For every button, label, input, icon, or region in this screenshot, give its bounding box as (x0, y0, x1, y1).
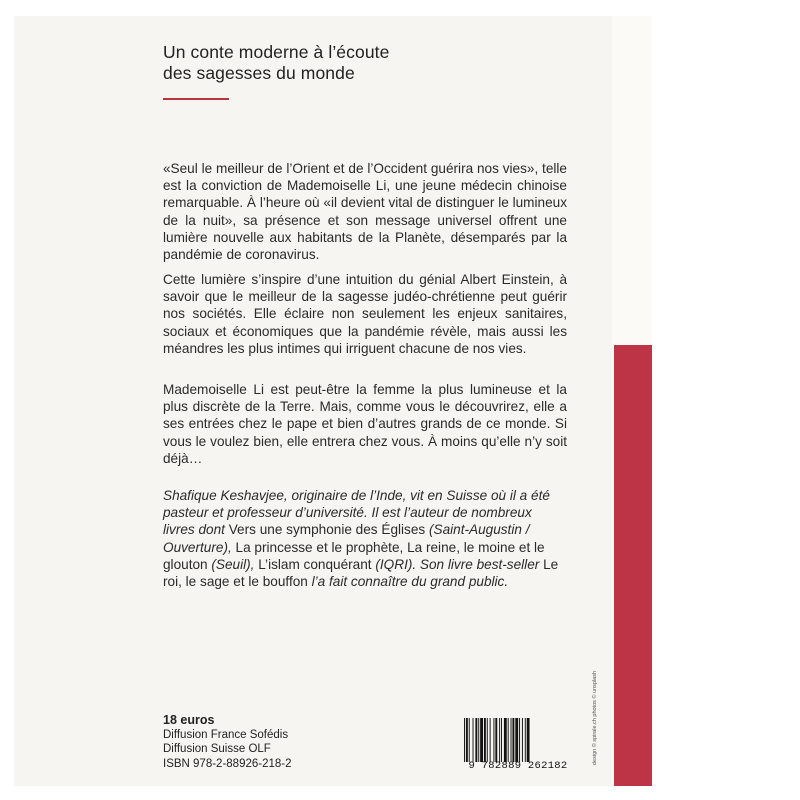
author-bio (163, 487, 567, 590)
accent-rule (163, 98, 229, 100)
tagline-line-2: des sagesses du monde (163, 63, 355, 83)
red-color-block (614, 345, 652, 786)
bio-text-3: (Seuil), (207, 556, 259, 572)
barcode-icon (462, 718, 574, 762)
publication-info (163, 713, 363, 771)
diffusion-suisse: Diffusion Suisse OLF (163, 743, 271, 756)
bio-text-1: Shafique Keshavjee, originaire de l’Inde, vit en Suisse où il a été pasteur et professeur d’université. Il est l’auteur de nombreux livres dont (163, 488, 550, 538)
blurb-paragraph-3: Mademoiselle Li est peut-être la femme la plus lumineuse et la plus discrète de la Terre. Mais, comme vous le découvrirez, elle a ses entrées chez le pape et bien d’autres grands de ce monde. Si vous le voulez bien, elle entrera chez vous. À moins qu’elle n’y soit déjà… (163, 382, 567, 466)
diffusion-france: Diffusion France Sofédis (163, 728, 289, 741)
bio-title-2: La princesse et le prophète, La reine, le moine et le glouton (163, 539, 545, 572)
bio-title-4: Le roi, le sage et le bouffon (163, 556, 559, 590)
bio-title-3: L’islam conquérant (258, 556, 372, 572)
barcode-number: 9 782889 262182 (468, 760, 568, 772)
bio-title-1: Vers une symphonie des Églises (228, 522, 426, 538)
bio-text-2: (Saint-Augustin / Ouverture), (163, 522, 530, 555)
isbn: ISBN 978-2-88926-218-2 (163, 757, 292, 770)
blurb-paragraph-2: Cette lumière s’inspire d’une intuition du génial Albert Einstein, à savoir que le meilleur de la sagesse judéo-chrétienne peut guérir nos sociétés. Elle éclaire non seulement les enjeux sanitaires, sociaux et économiques que la pandémie révèle, mais aussi les méandres les plus intimes qui irriguent chacune de nos vies. (163, 272, 567, 356)
blurb-paragraph-1: «Seul le meilleur de l’Orient et de l’Occident guérira nos vies», telle est la conviction de Mademoiselle Li, une jeune médecin chinoise remarquable. À l’heure où «il devient vital de distinguer le lumineux de la nuit», sa présence et son message universel offrent une lumière nouvelle aux habitants de la Planète, désemparés par la pandémie de coronavirus. (163, 161, 567, 263)
bio-text-4: (IQRI). Son livre best-seller (371, 556, 544, 572)
tagline (163, 42, 463, 84)
tagline-line-1: Un conte moderne à l’écoute (163, 42, 390, 62)
design-credits: design © spirale.ch photos © unsplash (592, 670, 598, 765)
bio-text-5: l’a fait connaître du grand public. (307, 574, 509, 590)
price: 18 euros (163, 713, 215, 727)
